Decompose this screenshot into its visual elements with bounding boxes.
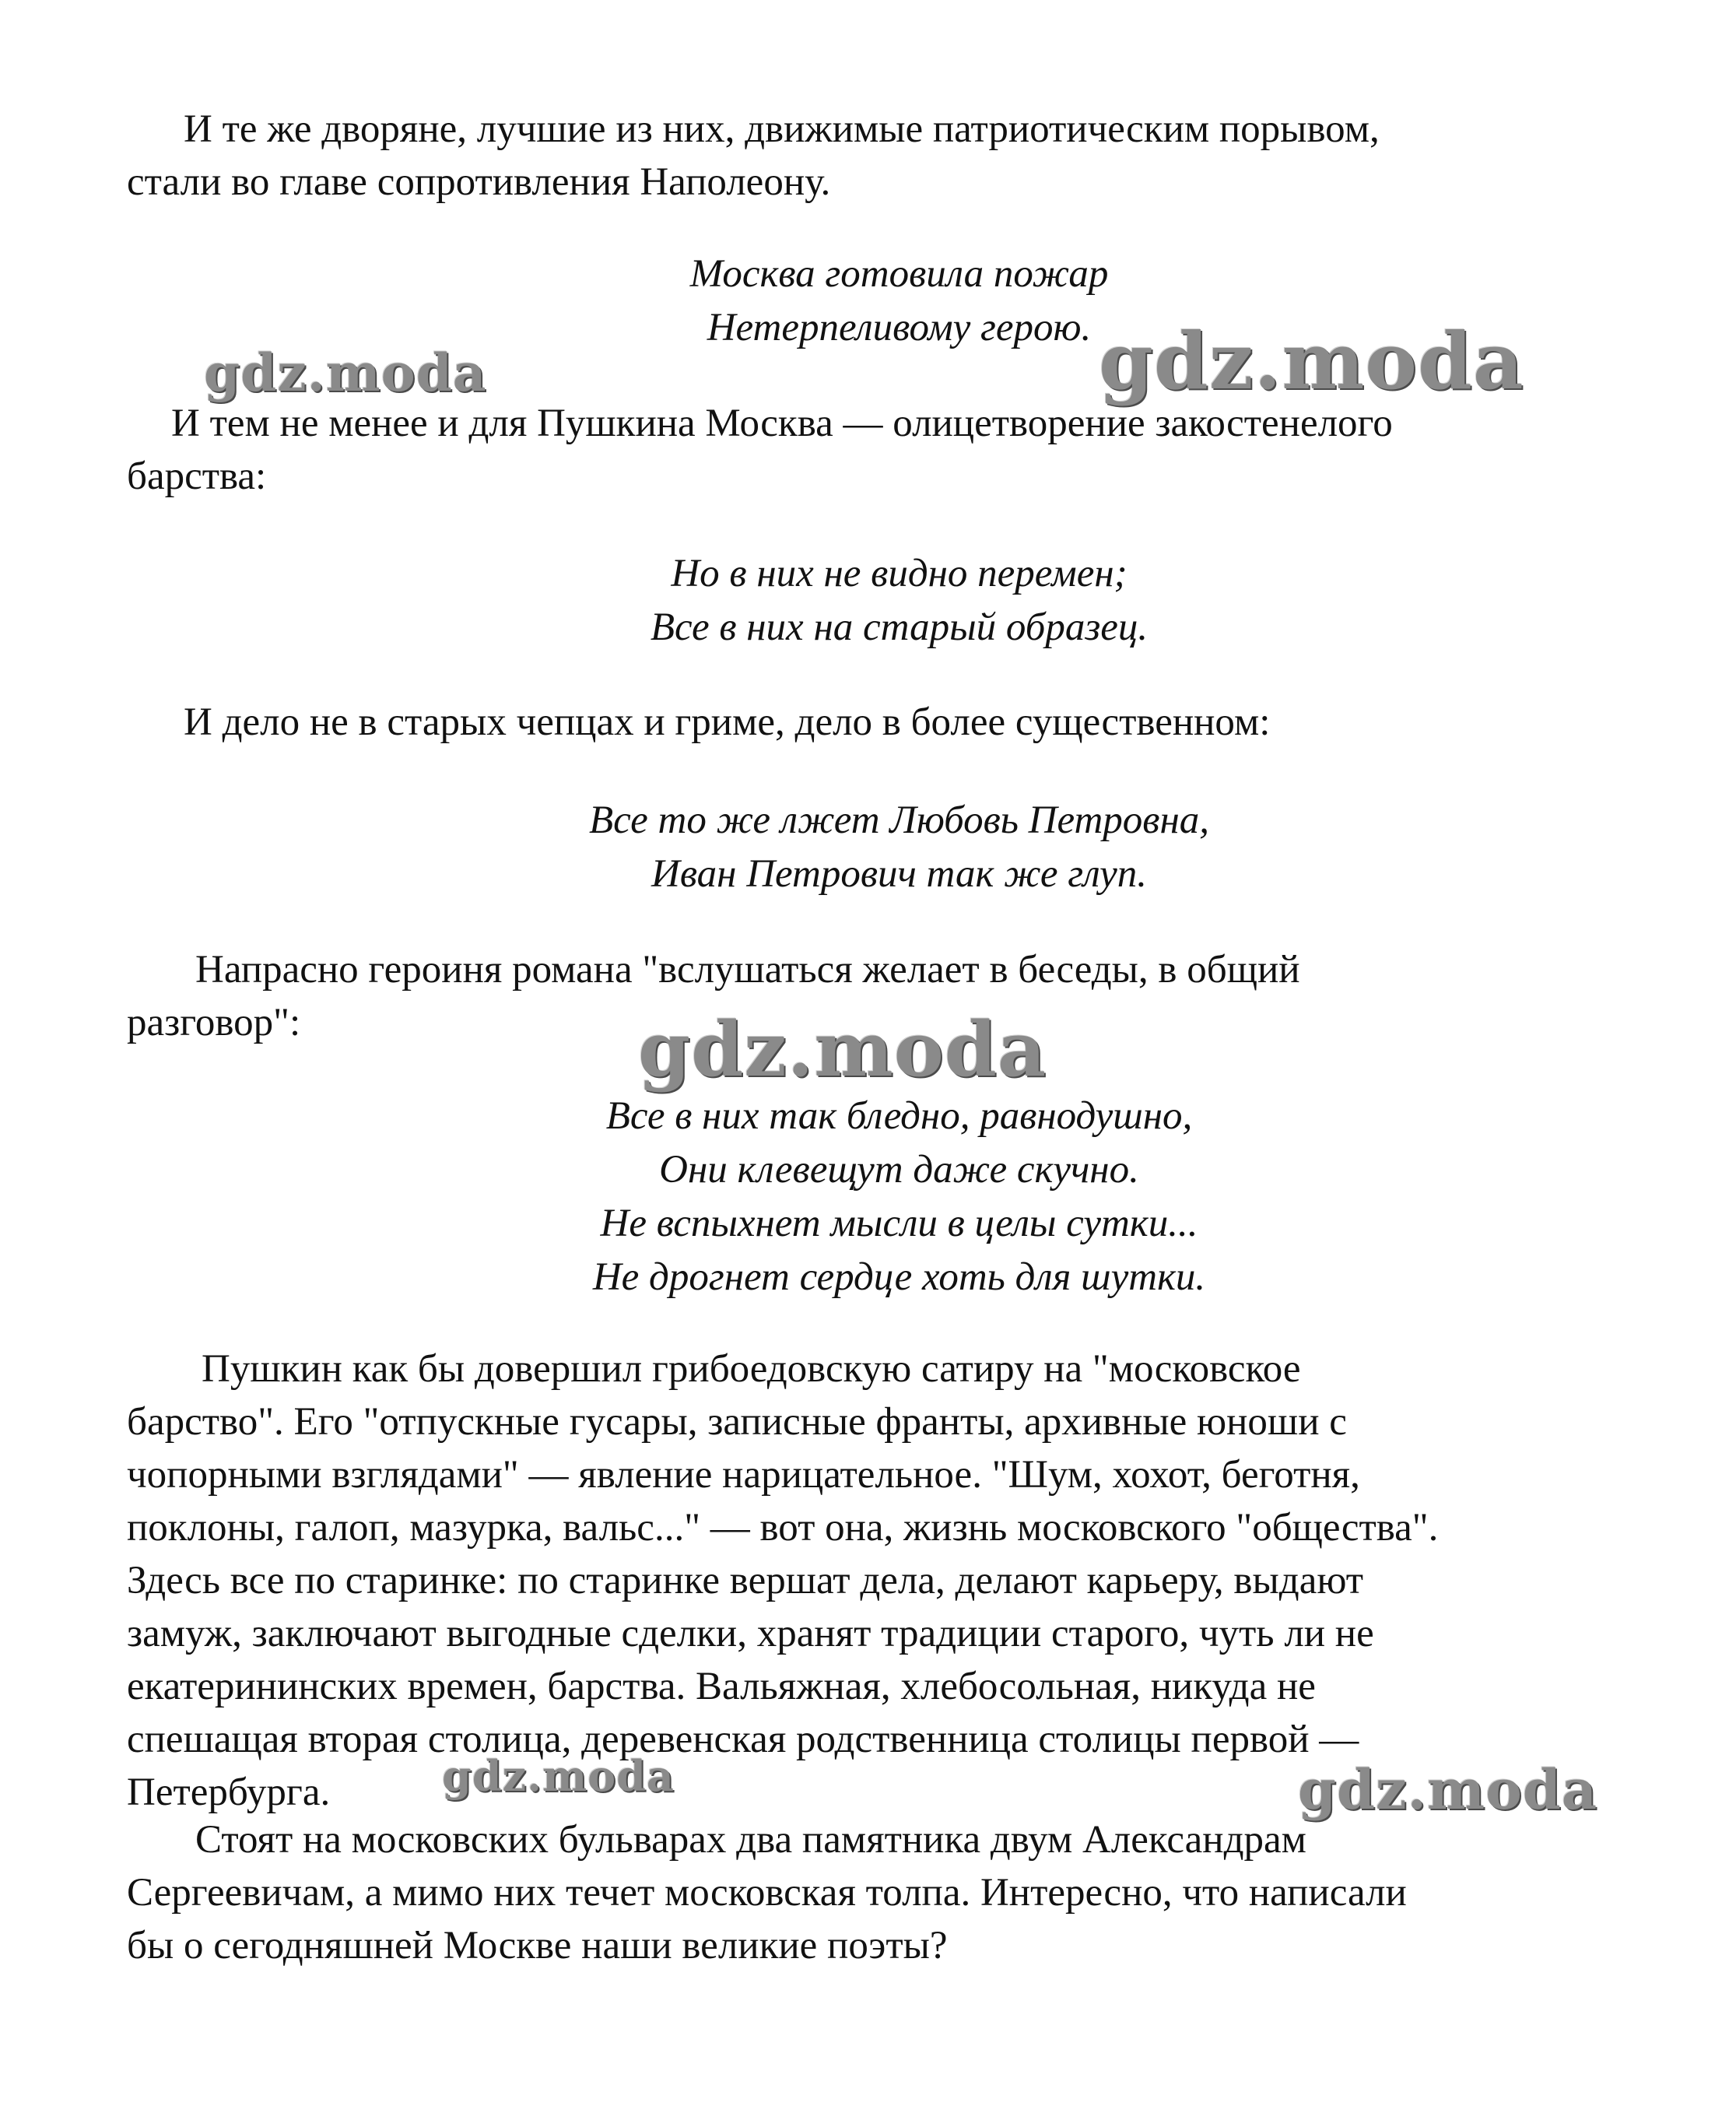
poem-line: Они клевещут даже скучно. <box>659 1148 1139 1192</box>
poem-line: Все в них так бледно, равнодушно, <box>605 1094 1193 1138</box>
paragraph-line: бы о сегодняшней Москве наши великие поэты? <box>127 1924 948 1967</box>
paragraph-line: чопорными взглядами" — явление нарицательное. "Шум, хохот, беготня, <box>127 1453 1360 1497</box>
paragraph-line: И дело не в старых чепцах и гриме, дело в более существенном: <box>184 700 1271 744</box>
poem-line: Москва готовила пожар <box>689 252 1109 296</box>
paragraph-line: барство". Его "отпускные гусары, записные франты, архивные юноши с <box>127 1400 1347 1444</box>
paragraph-line: поклоны, галоп, мазурка, вальс..." — вот она, жизнь московского "общества". <box>127 1506 1439 1550</box>
paragraph-line: замуж, заключают выгодные сделки, хранят традиции старого, чуть ли не <box>127 1612 1374 1655</box>
watermark-logo: gdz.moda <box>442 1751 675 1801</box>
watermark-logo: gdz.moda <box>1099 315 1524 407</box>
poem-line: Все то же лжет Любовь Петровна, <box>589 799 1209 842</box>
poem-line: Не вспыхнет мысли в целы сутки... <box>600 1202 1198 1245</box>
watermark-logo: gdz.moda <box>638 1006 1047 1093</box>
paragraph-line: И тем не менее и для Пушкина Москва — олицетворение закостенелого <box>171 402 1393 445</box>
poem-line: Иван Петрович так же глуп. <box>651 852 1147 896</box>
paragraph-line: стали во главе сопротивления Наполеону. <box>127 160 831 204</box>
paragraph-line: Пушкин как бы довершил грибоедовскую сатиру на "московское <box>202 1347 1301 1391</box>
poem-4 <box>0 1090 1736 1304</box>
poem-line: Но в них не видно перемен; <box>671 552 1128 595</box>
poem-3 <box>0 794 1736 901</box>
paragraph-3 <box>127 696 1652 749</box>
poem-line: Все в них на старый образец. <box>650 605 1149 649</box>
poem-2 <box>0 547 1736 655</box>
paragraph-line: спешащая вторая столица, деревенская родственница столицы первой — <box>127 1718 1359 1761</box>
paragraph-line: Сергеевичам, а мимо них течет московская толпа. Интересно, что написали <box>127 1871 1407 1915</box>
paragraph-5 <box>127 1343 1652 1819</box>
paragraph-line: барства: <box>127 455 267 498</box>
paragraph-line: разговор": <box>127 1001 301 1044</box>
paragraph-line: Здесь все по старинке: по старинке вершат дела, делают карьеру, выдают <box>127 1559 1364 1602</box>
paragraph-line: Стоят на московских бульварах два памятника двум Александрам <box>195 1818 1306 1862</box>
paragraph-line: екатерининских времен, барства. Вальяжная, хлебосольная, никуда не <box>127 1665 1316 1708</box>
paragraph-1 <box>127 103 1652 209</box>
watermark-logo: gdz.moda <box>1298 1757 1598 1822</box>
paragraph-line: Петербурга. <box>127 1771 331 1814</box>
paragraph-6 <box>127 1813 1652 1972</box>
paragraph-line: Напрасно героиня романа "вслушаться желает в беседы, в общий <box>195 948 1300 992</box>
poem-line: Не дрогнет сердце хоть для шутки. <box>592 1255 1206 1299</box>
paragraph-2 <box>127 397 1652 503</box>
poem-line: Нетерпеливому герою. <box>707 306 1092 349</box>
paragraph-line: И те же дворяне, лучшие из них, движимые патриотическим порывом, <box>184 107 1380 151</box>
watermark-logo: gdz.moda <box>204 342 487 403</box>
